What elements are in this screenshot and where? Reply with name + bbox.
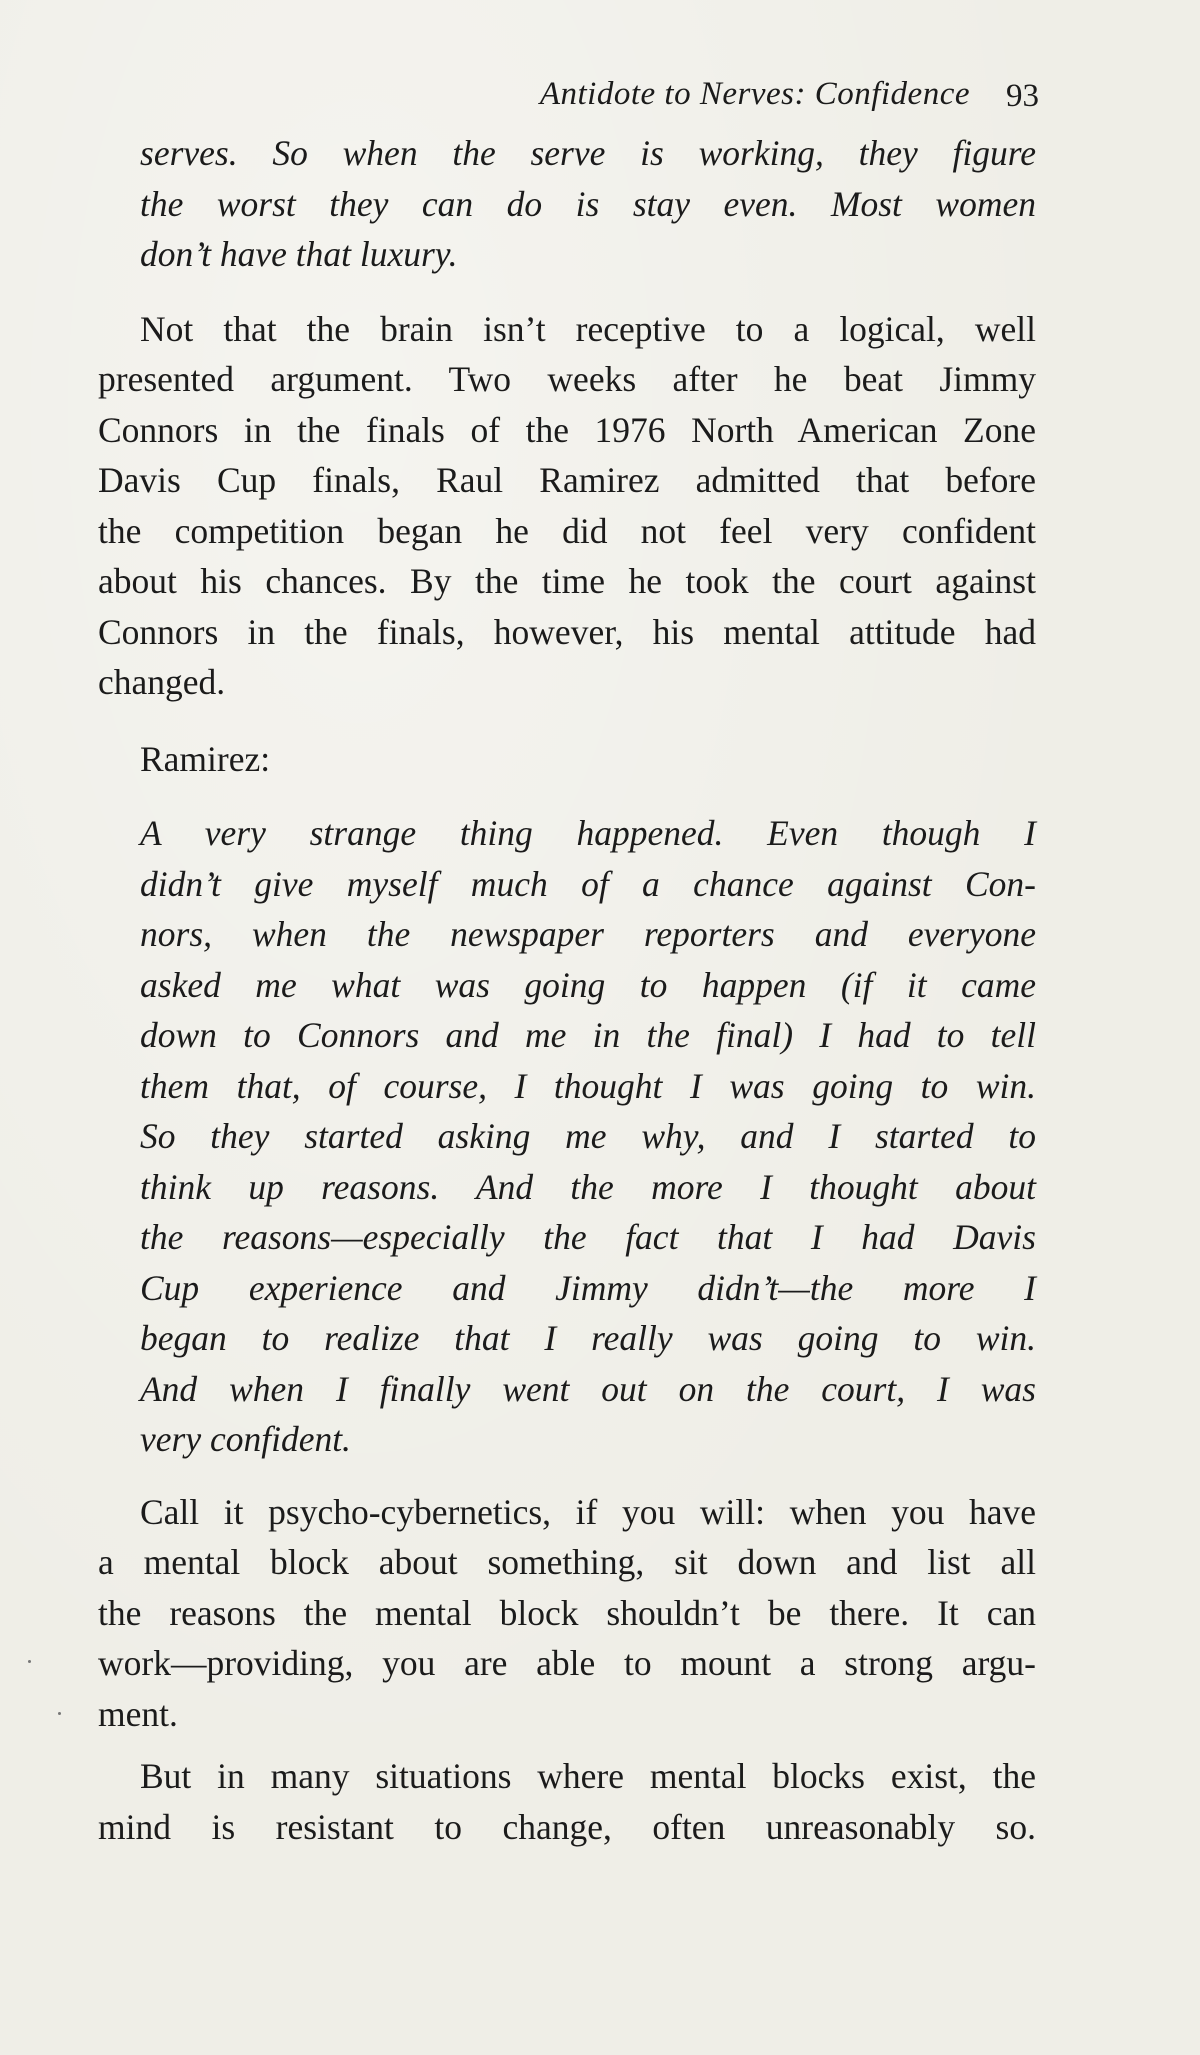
margin-speck [58, 1712, 61, 1715]
speaker-name: Ramirez: [140, 738, 271, 779]
quote-line: nors, when the newspaper reporters and everyone [140, 914, 1036, 954]
text-line: work—providing, you are able to mount a strong argu- [98, 1643, 1036, 1683]
text-line: Call it psycho-cybernetics, if you will: when you have [140, 1491, 1036, 1532]
text-line: Connors in the finals, however, his mental attitude had [98, 611, 1036, 652]
text-line: the worst they can do is stay even. Most women [140, 183, 1036, 224]
quote-line: the reasons—especially the fact that I had Davis [140, 1217, 1036, 1257]
paragraph-psycho-cybernetics [98, 1487, 1036, 1740]
text-line: mind is resistant to change, often unreasonably so. [98, 1806, 1036, 1847]
quote-line: And when I finally went out on the court, I was [140, 1368, 1036, 1409]
body-text [98, 128, 1036, 1852]
quote-line: asked me what was going to happen (if it came [140, 964, 1036, 1005]
running-title: Antidote to Nerves: Confidence [539, 76, 970, 112]
margin-speck [28, 1660, 31, 1663]
page-number: 93 [1006, 78, 1039, 114]
quote-line: A very strange thing happened. Even though I [140, 813, 1036, 853]
running-header [0, 66, 1200, 122]
text-line: Connors in the finals of the 1976 North American Zone [98, 409, 1036, 450]
text-line: ment. [98, 1693, 178, 1734]
block-quote [98, 808, 1036, 1465]
paragraph-ramirez-intro [98, 304, 1036, 708]
quote-line: them that, of course, I thought I was going to win. [140, 1065, 1036, 1106]
text-line: presented argument. Two weeks after he beat Jimmy [98, 359, 1036, 399]
paragraph-mental-blocks [98, 1751, 1036, 1852]
quote-line: began to realize that I really was going to win. [140, 1318, 1036, 1358]
text-line: don’t have that luxury. [140, 234, 458, 274]
text-line: a mental block about something, sit down and list all [98, 1542, 1036, 1582]
paragraph-continuation [98, 128, 1036, 280]
text-line: Davis Cup finals, Raul Ramirez admitted that before [98, 460, 1036, 500]
quote-line: very confident. [140, 1419, 351, 1459]
text-line: changed. [98, 662, 226, 702]
text-line: about his chances. By the time he took the court against [98, 561, 1036, 601]
quote-line: down to Connors and me in the final) I had to tell [140, 1015, 1036, 1055]
quote-line: So they started asking me why, and I started to [140, 1116, 1036, 1156]
text-line: the competition began he did not feel very confident [98, 510, 1036, 551]
text-line: Not that the brain isn’t receptive to a logical, well [140, 308, 1036, 349]
text-line: serves. So when the serve is working, they figure [140, 133, 1036, 173]
quote-line: didn’t give myself much of a chance against Con- [140, 863, 1036, 904]
speaker-label [98, 734, 1036, 785]
quote-line: think up reasons. And the more I thought about [140, 1166, 1036, 1207]
text-line: But in many situations where mental blocks exist, the [140, 1756, 1036, 1796]
text-line: the reasons the mental block shouldn’t be there. It can [98, 1592, 1036, 1633]
quote-line: Cup experience and Jimmy didn’t—the more I [140, 1267, 1036, 1308]
